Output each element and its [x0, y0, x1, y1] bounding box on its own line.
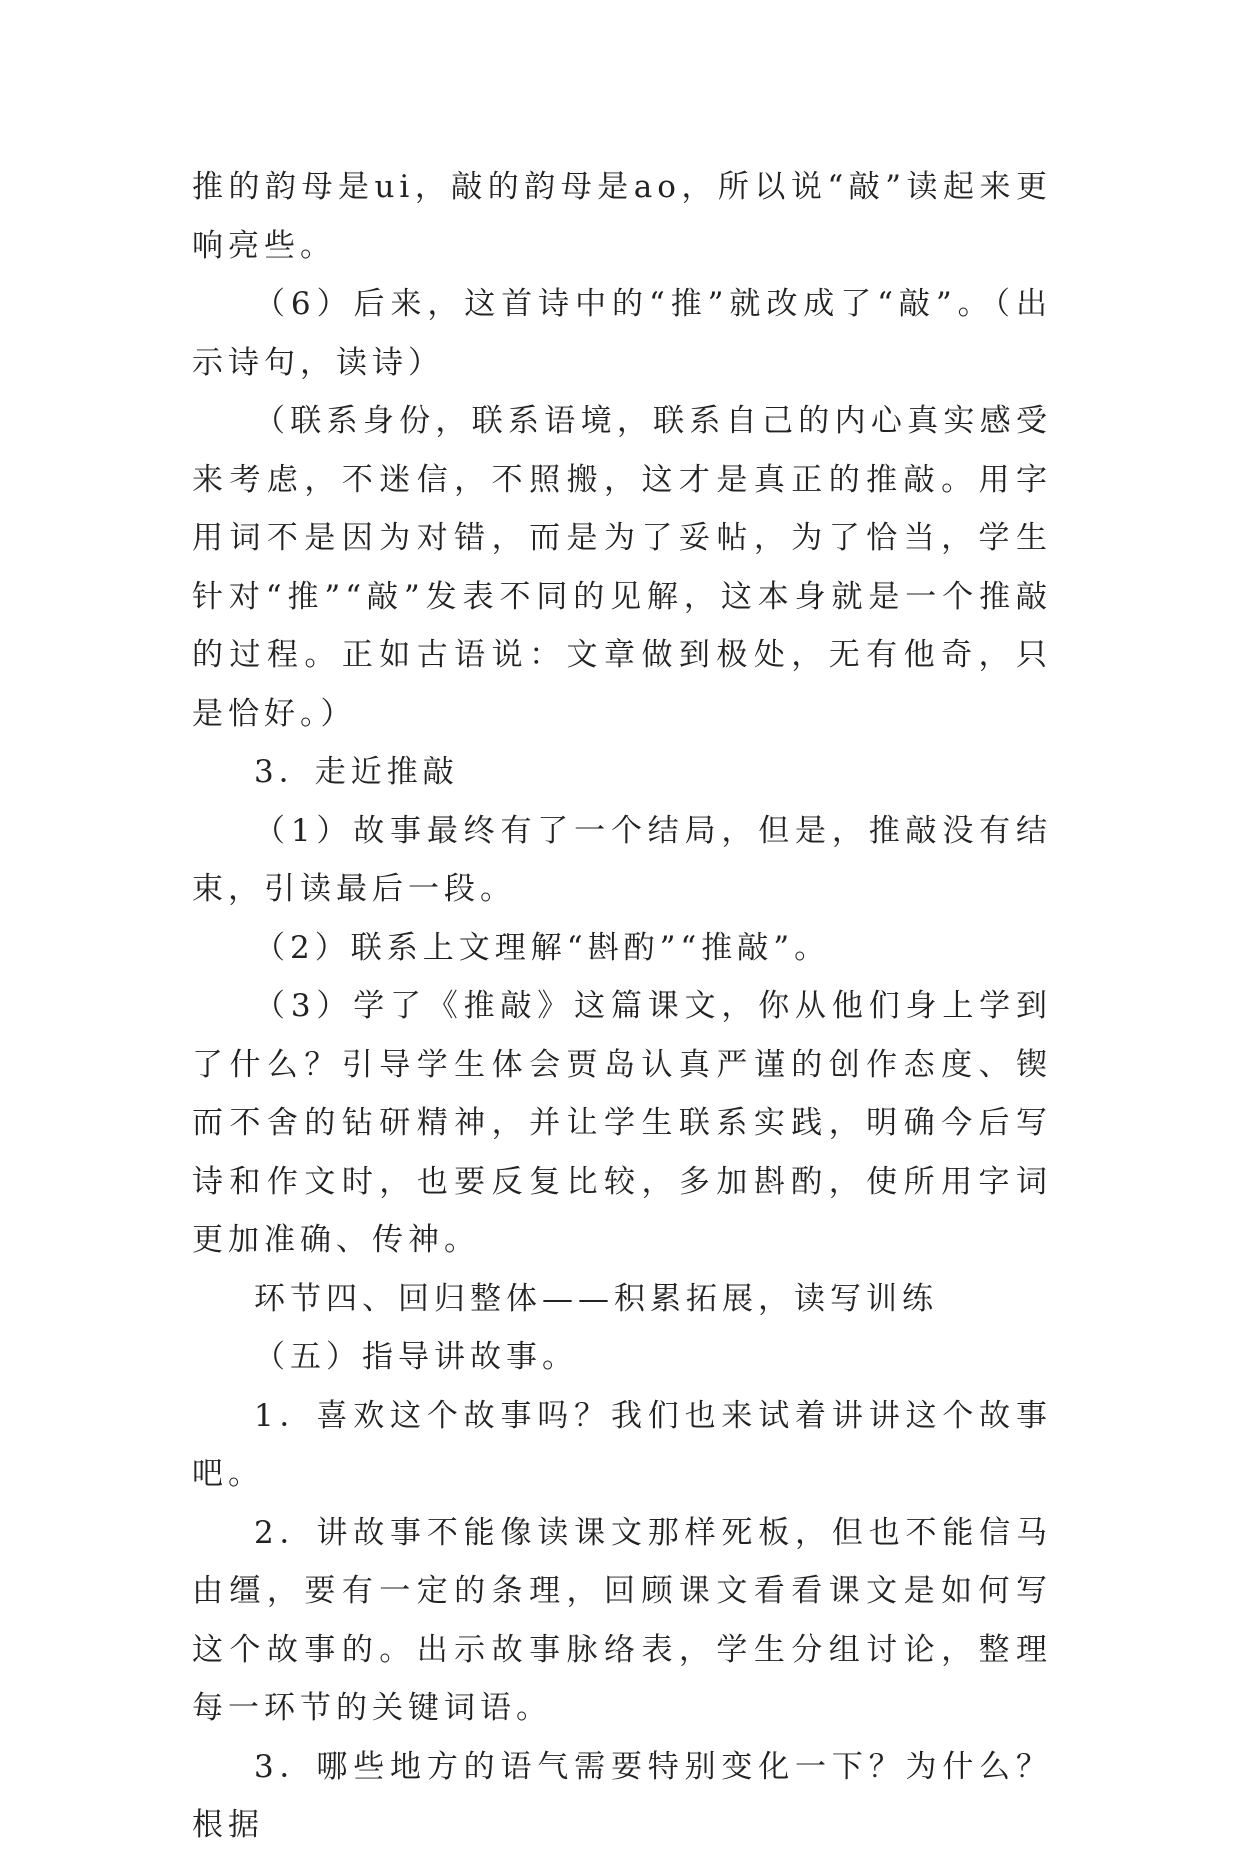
- paragraph-9: （五）指导讲故事。: [254, 1339, 578, 1375]
- document-body: [192, 158, 1052, 1855]
- paragraph-10: 1．喜欢这个故事吗？我们也来试着讲讲这个故事吧。: [192, 1397, 1052, 1492]
- paragraph-11: 2．讲故事不能像读课文那样死板，但也不能信马由缰，要有一定的条理，回顾课文看看课文是如何写这个故事的。出示故事脉络表，学生分组讨论，整理每一环节的关键词语。: [192, 1514, 1052, 1726]
- paragraph-12: 3．哪些地方的语气需要特别变化一下？为什么？根据: [192, 1748, 1052, 1843]
- paragraph-5: （1）故事最终有了一个结局，但是，推敲没有结束，引读最后一段。: [192, 812, 1052, 907]
- paragraph-3: （联系身份，联系语境，联系自己的内心真实感受来考虑，不迷信，不照搬，这才是真正的推敲。用字用词不是因为对错，而是为了妥帖，为了恰当，学生针对“推”“敲”发表不同的见解，这本身就是一个推敲的过程。正如古语说：文章做到极处，无有他奇，只是恰好。）: [192, 403, 1052, 732]
- paragraph-7: （3）学了《推敲》这篇课文，你从他们身上学到了什么？引导学生体会贾岛认真严谨的创作态度、锲而不舍的钻研精神，并让学生联系实践，明确今后写诗和作文时，也要反复比较，多加斟酌，使所用字词更加准确、传神。: [192, 988, 1052, 1258]
- paragraph-6: （2）联系上文理解“斟酌”“推敲”。: [254, 929, 831, 966]
- paragraph-1: 推的韵母是ui，敲的韵母是ao，所以说“敲”读起来更响亮些。: [192, 169, 1052, 264]
- paragraph-2: （6）后来，这首诗中的“推”就改成了“敲”。（出示诗句，读诗）: [192, 286, 1052, 381]
- paragraph-8: 环节四、回归整体——积累拓展，读写训练: [254, 1280, 938, 1317]
- paragraph-4: 3．走近推敲: [254, 754, 459, 790]
